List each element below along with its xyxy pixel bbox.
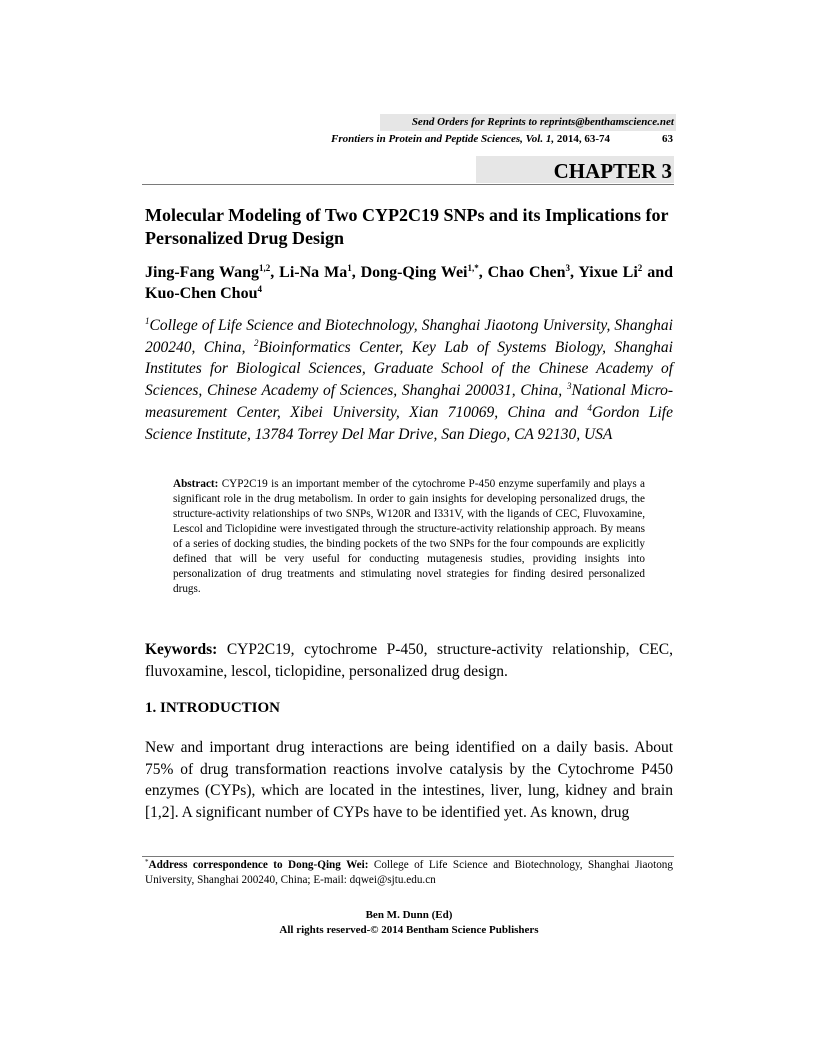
author-affiliation-mark: 1	[347, 263, 352, 273]
introduction-text: New and important drug interactions are being identified on a daily basis. About 75% of drug transformation reactions involve catalysis by the Cytochrome P450 enzymes (CYPs), which are located in the intestines, liver, lung, kidney and brain [1,2]. A significant number of CYPs have to be identified yet. As known, drug	[145, 739, 673, 821]
abstract-text: CYP2C19 is an important member of the cytochrome P-450 enzyme superfamily and plays a significant role in the drug metabolism. In order to gain insights for developing personalized drugs, the structure-activity relationships of two SNPs, W120R and I331V, with the ligands of CEC, Fluvoxamine, Lescol and Ticlopidine were investigated through the structure-activity relationship approach. By means of a series of docking studies, the binding pockets of the two SNPs for the four compounds are explicitly defined that will be very useful for conducting mutagenesis studies, providing insights into personalization of drug treatments and stimulating novel strategies for finding desired personalized drugs.	[173, 478, 645, 595]
author-affiliation-mark: 4	[257, 284, 262, 294]
footnote-divider	[142, 856, 674, 857]
affiliation-text: Gordon Life Science Institute, 13784 Torrey Del Mar Drive, San Diego, CA 92130, USA	[145, 403, 673, 443]
section-heading: 1. INTRODUCTION	[145, 700, 281, 716]
affiliation-number: 3	[566, 381, 572, 392]
reprints-notice: Send Orders for Reprints to reprints@benthamscience.net	[380, 114, 676, 131]
affiliation-text: College of Life Science and Biotechnology, Shanghai Jiaotong University, Shanghai 200240, China,	[145, 317, 673, 356]
author-name: Chao Chen	[487, 264, 566, 281]
affiliation-text: National Micro-measurement Center, Xibei University, Xian 710069, China and	[145, 382, 673, 421]
author-affiliation-mark: 3	[565, 263, 570, 273]
copyright: All rights reserved-© 2014 Bentham Science Publishers	[279, 923, 539, 936]
affiliations	[145, 315, 673, 445]
author-separator: ,	[478, 264, 488, 281]
abstract	[173, 477, 645, 597]
keywords-label: Keywords:	[145, 641, 218, 658]
journal-name: Frontiers in Protein and Peptide Sciences, Vol. 1,	[331, 133, 555, 145]
affiliation-text: Bioinformatics Center, Key Lab of Systems Biology, Shanghai Institutes for Biological Sciences, Graduate School of the Chinese Academy of Sciences, Chinese Academy of Sciences, Shanghai 200031, China,	[145, 338, 673, 400]
journal-pages: 2014, 63-74	[556, 133, 610, 145]
footnote-label: Address correspondence to Dong-Qing Wei:	[148, 859, 369, 871]
author-list	[145, 262, 673, 304]
chapter-label: CHAPTER 3	[476, 156, 674, 183]
keywords-text: CYP2C19, cytochrome P-450, structure-activity relationship, CEC, fluvoxamine, lescol, ticlopidine, personalized drug design.	[145, 641, 674, 680]
author-name: Kuo-Chen Chou	[145, 285, 258, 302]
keywords	[145, 639, 673, 682]
author-affiliation-mark: 2	[637, 263, 643, 273]
header-divider	[142, 184, 674, 185]
author-separator: ,	[351, 264, 361, 281]
affiliation-number: 1	[145, 316, 150, 326]
affiliation-number: 4	[587, 402, 592, 413]
author-name: Jing-Fang Wang	[145, 264, 259, 281]
affiliation-number: 2	[253, 337, 259, 348]
author-name: Li-Na Ma	[279, 264, 348, 281]
author-separator: and	[642, 264, 673, 281]
editor-credit: Ben M. Dunn (Ed)	[365, 909, 453, 921]
correspondence-footnote	[145, 858, 673, 888]
abstract-label: Abstract:	[173, 478, 219, 490]
page-number: 63	[662, 133, 673, 145]
footnote-mark: *	[145, 858, 149, 866]
page-footer	[145, 908, 673, 937]
footnote-text: College of Life Science and Biotechnology, Shanghai Jiaotong University, Shanghai 200240, China; E-mail: dqwei@sjtu.edu.cn	[145, 859, 673, 886]
author-name: Yixue Li	[578, 264, 638, 281]
author-affiliation-mark: 1,*	[467, 263, 479, 273]
author-affiliation-mark: 1,2	[259, 263, 271, 273]
journal-citation	[145, 133, 673, 145]
author-name: Dong-Qing Wei	[360, 264, 468, 281]
author-separator: ,	[570, 264, 579, 281]
paper-title: Molecular Modeling of Two CYP2C19 SNPs and its Implications for Personalized Drug Design	[145, 205, 669, 248]
author-separator: ,	[270, 264, 280, 281]
